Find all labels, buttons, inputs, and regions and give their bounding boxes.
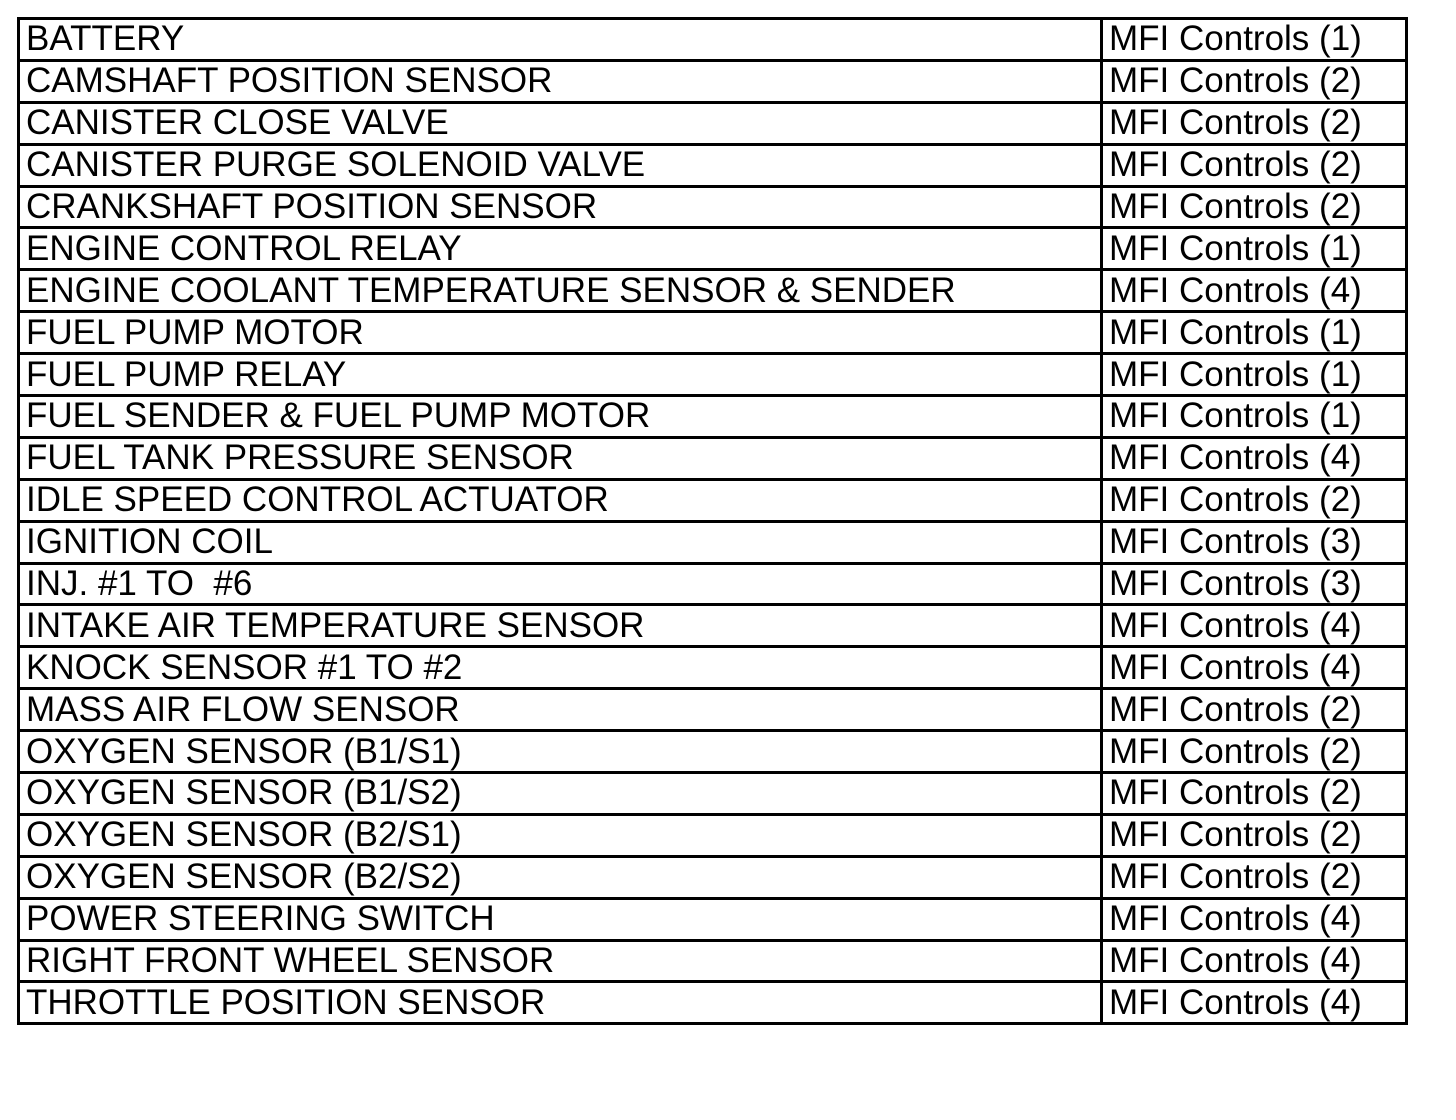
reference-cell: MFI Controls (1) [1102, 396, 1407, 438]
component-index-table [17, 17, 1408, 1025]
reference-cell: MFI Controls (1) [1102, 312, 1407, 354]
reference-cell: MFI Controls (4) [1102, 437, 1407, 479]
component-name-cell: OXYGEN SENSOR (B2/S1) [19, 814, 1102, 856]
reference-cell: MFI Controls (4) [1102, 982, 1407, 1024]
table-row [19, 228, 1407, 270]
component-name-cell: MASS AIR FLOW SENSOR [19, 689, 1102, 731]
table-row [19, 312, 1407, 354]
reference-cell: MFI Controls (2) [1102, 856, 1407, 898]
reference-cell: MFI Controls (4) [1102, 940, 1407, 982]
reference-cell: MFI Controls (2) [1102, 186, 1407, 228]
reference-cell: MFI Controls (2) [1102, 689, 1407, 731]
table-row [19, 605, 1407, 647]
table-row [19, 144, 1407, 186]
component-name-cell: CANISTER CLOSE VALVE [19, 102, 1102, 144]
reference-cell: MFI Controls (3) [1102, 521, 1407, 563]
table-row [19, 898, 1407, 940]
component-name-cell: KNOCK SENSOR #1 TO #2 [19, 647, 1102, 689]
reference-cell: MFI Controls (2) [1102, 144, 1407, 186]
component-name-cell: OXYGEN SENSOR (B1/S2) [19, 773, 1102, 815]
component-name-cell: POWER STEERING SWITCH [19, 898, 1102, 940]
table-row [19, 647, 1407, 689]
component-name-cell: INJ. #1 TO #6 [19, 563, 1102, 605]
reference-cell: MFI Controls (4) [1102, 270, 1407, 312]
table-row [19, 354, 1407, 396]
table-row [19, 186, 1407, 228]
table-row [19, 731, 1407, 773]
component-name-cell: ENGINE CONTROL RELAY [19, 228, 1102, 270]
table-body [19, 19, 1407, 1024]
component-name-cell: OXYGEN SENSOR (B2/S2) [19, 856, 1102, 898]
table-row [19, 437, 1407, 479]
table-row [19, 521, 1407, 563]
component-name-cell: OXYGEN SENSOR (B1/S1) [19, 731, 1102, 773]
reference-cell: MFI Controls (2) [1102, 773, 1407, 815]
component-name-cell: BATTERY [19, 19, 1102, 61]
reference-cell: MFI Controls (2) [1102, 814, 1407, 856]
reference-cell: MFI Controls (2) [1102, 60, 1407, 102]
reference-cell: MFI Controls (4) [1102, 898, 1407, 940]
table-row [19, 773, 1407, 815]
reference-cell: MFI Controls (2) [1102, 731, 1407, 773]
table-row [19, 270, 1407, 312]
reference-cell: MFI Controls (4) [1102, 605, 1407, 647]
component-name-cell: ENGINE COOLANT TEMPERATURE SENSOR & SENDER [19, 270, 1102, 312]
table-row [19, 396, 1407, 438]
component-name-cell: IDLE SPEED CONTROL ACTUATOR [19, 479, 1102, 521]
reference-cell: MFI Controls (3) [1102, 563, 1407, 605]
component-name-cell: INTAKE AIR TEMPERATURE SENSOR [19, 605, 1102, 647]
component-name-cell: CRANKSHAFT POSITION SENSOR [19, 186, 1102, 228]
table-row [19, 479, 1407, 521]
table-row [19, 563, 1407, 605]
component-name-cell: IGNITION COIL [19, 521, 1102, 563]
component-name-cell: FUEL TANK PRESSURE SENSOR [19, 437, 1102, 479]
table-row [19, 982, 1407, 1024]
component-name-cell: FUEL SENDER & FUEL PUMP MOTOR [19, 396, 1102, 438]
table-row [19, 102, 1407, 144]
component-name-cell: FUEL PUMP MOTOR [19, 312, 1102, 354]
table-row [19, 19, 1407, 61]
component-name-cell: FUEL PUMP RELAY [19, 354, 1102, 396]
reference-cell: MFI Controls (1) [1102, 228, 1407, 270]
component-name-cell: THROTTLE POSITION SENSOR [19, 982, 1102, 1024]
table-row [19, 814, 1407, 856]
reference-cell: MFI Controls (2) [1102, 479, 1407, 521]
reference-cell: MFI Controls (1) [1102, 19, 1407, 61]
table-row [19, 940, 1407, 982]
reference-cell: MFI Controls (2) [1102, 102, 1407, 144]
reference-cell: MFI Controls (1) [1102, 354, 1407, 396]
component-name-cell: RIGHT FRONT WHEEL SENSOR [19, 940, 1102, 982]
reference-cell: MFI Controls (4) [1102, 647, 1407, 689]
component-name-cell: CANISTER PURGE SOLENOID VALVE [19, 144, 1102, 186]
table-row [19, 60, 1407, 102]
table-row [19, 689, 1407, 731]
table-row [19, 856, 1407, 898]
component-name-cell: CAMSHAFT POSITION SENSOR [19, 60, 1102, 102]
